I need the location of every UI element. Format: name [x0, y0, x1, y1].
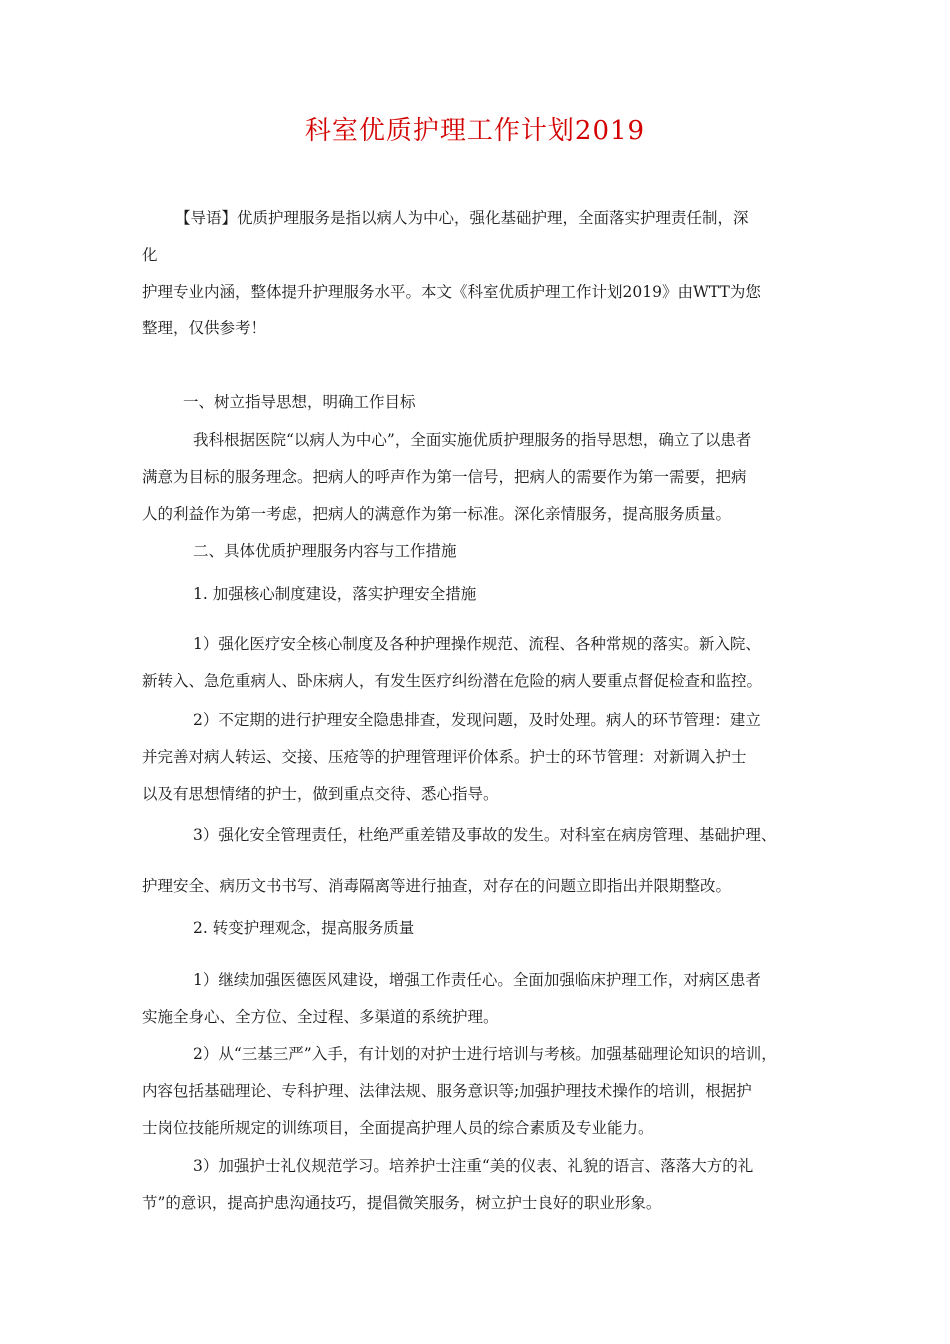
paragraph-line: 1）继续加强医德医风建设，增强工作责任心。全面加强临床护理工作，对病区患者 — [193, 971, 761, 989]
paragraph-line: 3）加强护士礼仪规范学习。培养护士注重“美的仪表、礼貌的语言、落落大方的礼 — [193, 1157, 754, 1175]
section-heading: 二、具体优质护理服务内容与工作措施 — [193, 542, 457, 560]
intro-line: 整理，仅供参考！ — [142, 319, 267, 337]
paragraph-line: 1）强化医疗安全核心制度及各种护理操作规范、流程、各种常规的落实。新入院、 — [193, 635, 761, 653]
paragraph-line: 以及有思想情绪的护士，做到重点交待、悉心指导。 — [142, 785, 499, 803]
intro-line: 【导语】优质护理服务是指以病人为中心，强化基础护理，全面落实护理责任制，深 — [175, 209, 749, 227]
paragraph-line: 节”的意识，提高护患沟通技巧，提倡微笑服务，树立护士良好的职业形象。 — [142, 1194, 662, 1212]
paragraph-line: 2）从“三基三严”入手，有计划的对护士进行培训与考核。加强基础理论知识的培训， — [193, 1045, 777, 1063]
paragraph-line: 实施全身心、全方位、全过程、多渠道的系统护理。 — [142, 1008, 499, 1026]
paragraph-line: 3）强化安全管理责任，杜绝严重差错及事故的发生。对科室在病房管理、基础护理、 — [193, 826, 777, 844]
document-title: 科室优质护理工作计划2019 — [304, 116, 646, 146]
subsection-heading: 1. 加强核心制度建设，落实护理安全措施 — [193, 585, 477, 603]
subsection-heading: 2. 转变护理观念，提高服务质量 — [193, 919, 415, 937]
paragraph-line: 2）不定期的进行护理安全隐患排查，发现问题，及时处理。病人的环节管理：建立 — [193, 711, 761, 729]
intro-line: 化 — [142, 246, 158, 264]
paragraph-line: 并完善对病人转运、交接、压疮等的护理管理评价体系。护士的环节管理：对新调入护士 — [142, 748, 747, 766]
intro-line: 护理专业内涵，整体提升护理服务水平。本文《科室优质护理工作计划2019》由WTT为您 — [142, 283, 761, 301]
paragraph-line: 士岗位技能所规定的训练项目，全面提高护理人员的综合素质及专业能力。 — [142, 1119, 654, 1137]
paragraph-line: 满意为目标的服务理念。把病人的呼声作为第一信号，把病人的需要作为第一需要，把病 — [142, 468, 747, 486]
paragraph-line: 我科根据医院“以病人为中心”，全面实施优质护理服务的指导思想，确立了以患者 — [193, 431, 752, 449]
paragraph-line: 护理安全、病历文书书写、消毒隔离等进行抽查，对存在的问题立即指出并限期整改。 — [142, 877, 732, 895]
section-heading: 一、树立指导思想，明确工作目标 — [183, 393, 416, 411]
paragraph-line: 内容包括基础理论、专科护理、法律法规、服务意识等;加强护理技术操作的培训，根据护 — [142, 1082, 752, 1100]
paragraph-line: 人的利益作为第一考虑，把病人的满意作为第一标准。深化亲情服务，提高服务质量。 — [142, 505, 732, 523]
paragraph-line: 新转入、急危重病人、卧床病人，有发生医疗纠纷潜在危险的病人要重点督促检查和监控。 — [142, 672, 763, 690]
